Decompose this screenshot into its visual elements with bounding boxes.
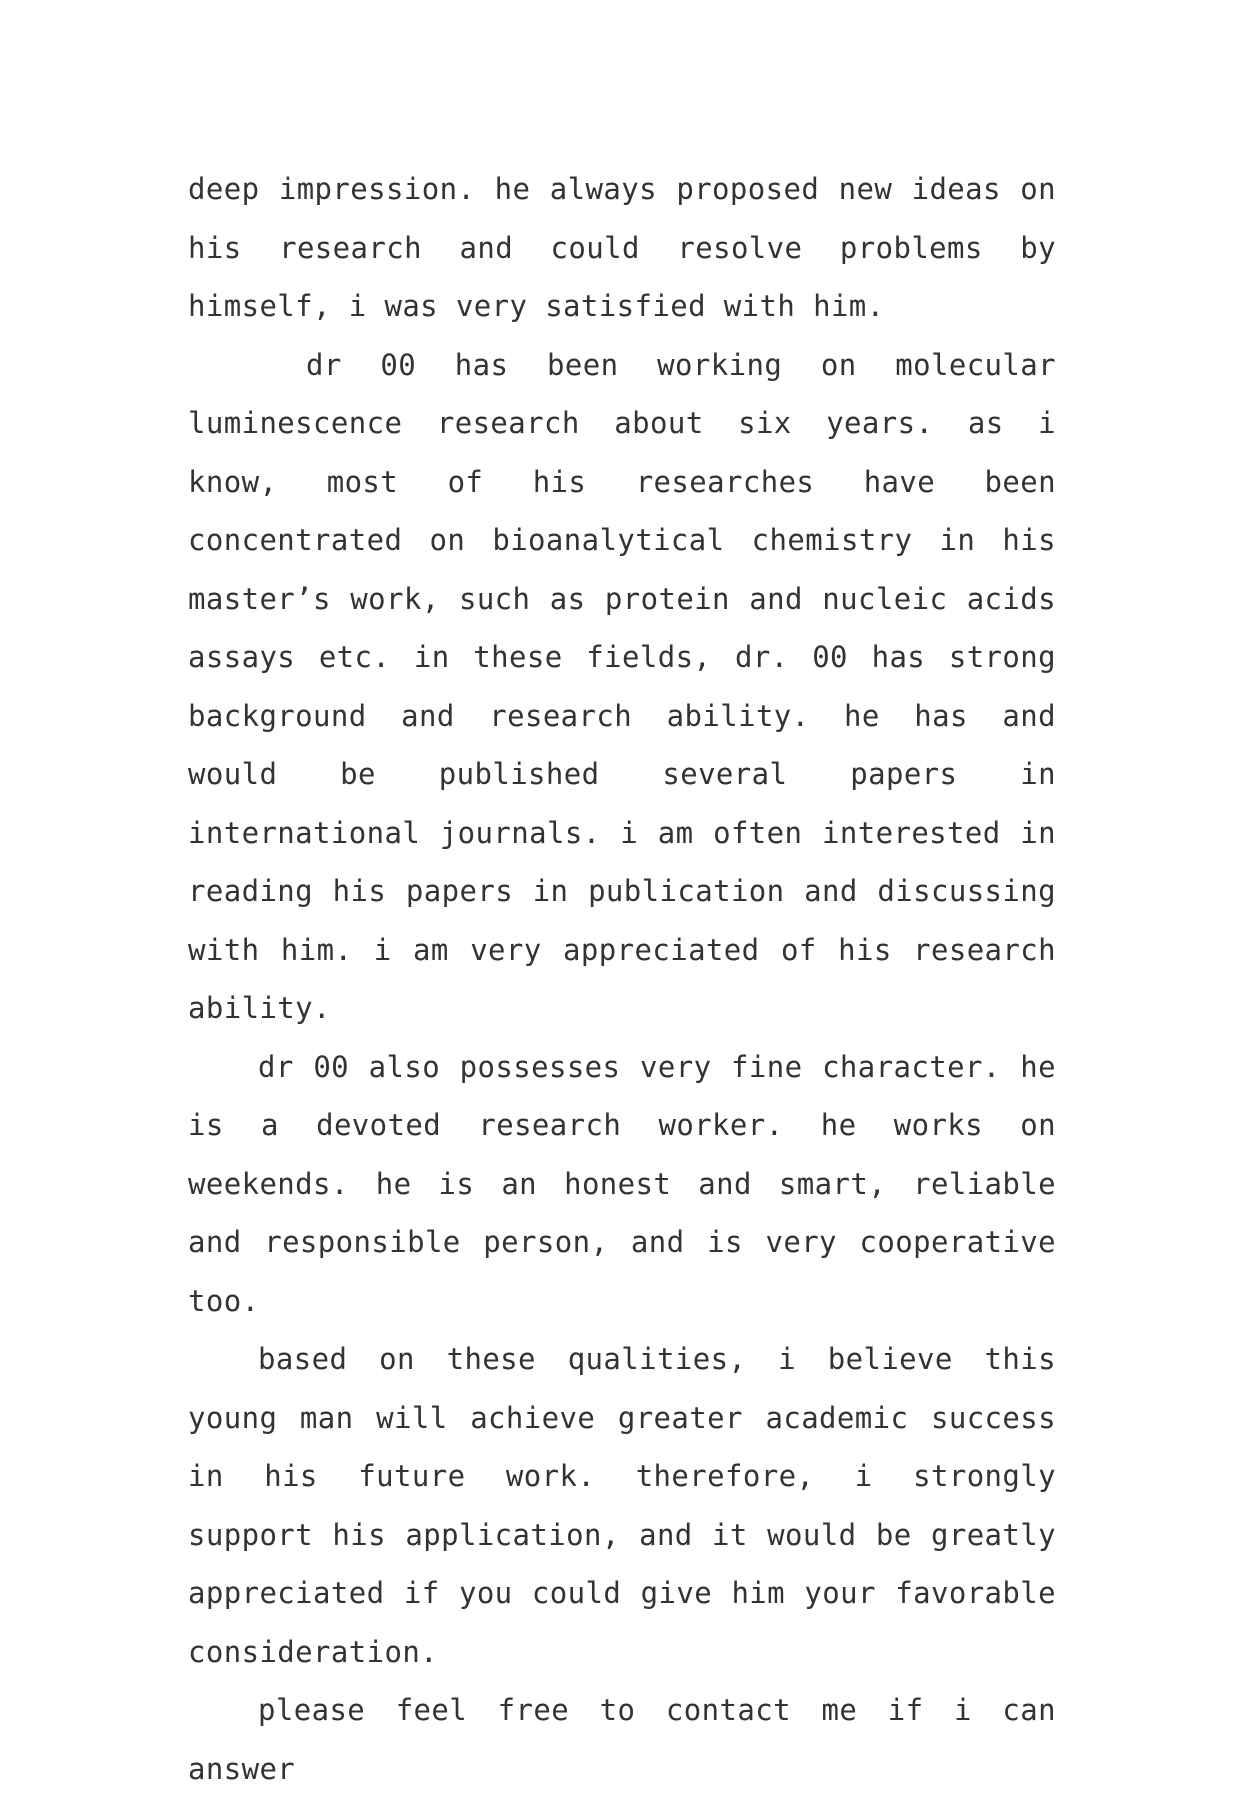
paragraph-recommendation: based on these qualities, i believe this young man will achieve greater academic success in his future work. therefore, i strongly support his application, and it would be greatly appreciated if you could give him your favorable consideration. [188,1342,1056,1669]
paragraph-continuation: deep impression. he always proposed new ideas on his research and could resolve problems by himself, i was very satisfied with him. [188,172,1056,323]
paragraph-research-background: dr 00 has been working on molecular luminescence research about six years. as i know, most of his researches have been concentrated on bioanalytical chemistry in his master’s work, such as protein and nucleic acids assays etc. in these fields, dr. 00 has strong background and research ability. he has and would be published several papers in international journals. i am often interested in reading his papers in publication and discussing with him. i am very appreciated of his research ability. [188,347,1056,1025]
letter-body [188,160,1056,1798]
paragraph-contact: please feel free to contact me if i can answer [188,1693,1056,1786]
paragraph-character: dr 00 also possesses very fine character. he is a devoted research worker. he works on weekends. he is an honest and smart, reliable and responsible person, and is very cooperative too. [188,1049,1056,1318]
